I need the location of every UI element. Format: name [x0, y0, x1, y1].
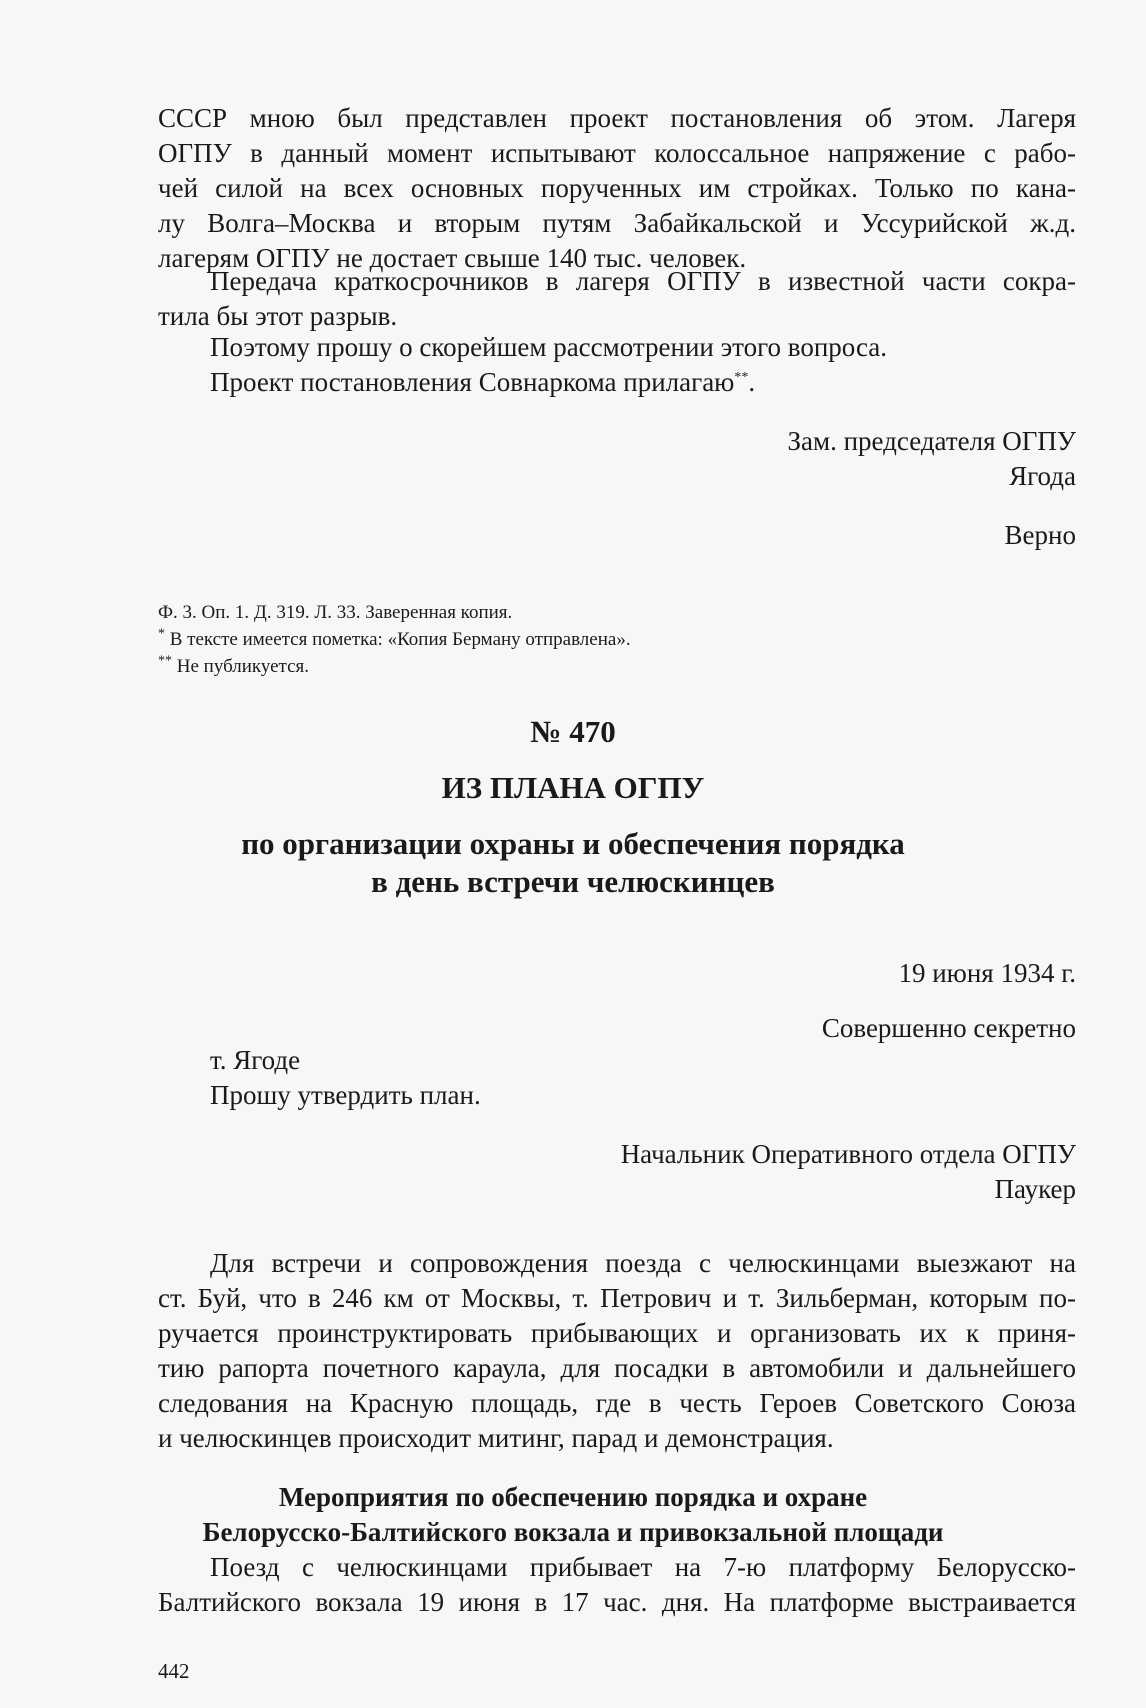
- footnote-ref-2: **: [734, 370, 749, 385]
- signature-title: Зам. председателя ОГПУ: [787, 426, 1076, 456]
- footnote-2-mark: **: [158, 653, 172, 669]
- footnote-1: [158, 627, 631, 653]
- document-date: 19 июня 1934 г.: [898, 958, 1076, 988]
- text-line: ОГПУ в данный момент испытывают колоссальное напряжение с рабо-: [158, 138, 1076, 168]
- text-line: лу Волга–Москва и вторым путям Забайкальской и Уссурийской ж.д.: [158, 208, 1076, 238]
- section-heading-2: Белорусско-Балтийского вокзала и привокзальной площади: [202, 1517, 944, 1547]
- text-line: тила бы этот разрыв.: [158, 301, 398, 331]
- footnote-2: [158, 654, 309, 680]
- text-line: следования на Красную площадь, где в честь Героев Советского Союза: [158, 1388, 1076, 1418]
- document-subtitle-2: в день встречи челюскинцев: [371, 864, 775, 899]
- paragraph-3: Поэтому прошу о скорейшем рассмотрении этого вопроса.: [210, 332, 888, 362]
- text-line: Для встречи и сопровождения поезда с челюскинцами выезжают на: [210, 1248, 1076, 1278]
- footnote-1-text: В тексте имеется пометка: «Копия Берману отправлена».: [165, 629, 631, 650]
- text-line: Поезд с челюскинцами прибывает на 7-ю платформу Белорусско-: [210, 1552, 1076, 1582]
- resolution-request: Прошу утвердить план.: [210, 1080, 481, 1110]
- signature2-name: Паукер: [994, 1174, 1076, 1204]
- text-line: Передача краткосрочников в лагеря ОГПУ в известной части сокра-: [210, 266, 1076, 296]
- text-line: чей силой на всех основных порученных им стройках. Только по кана-: [158, 173, 1076, 203]
- footnote-2-text: Не публикуется.: [172, 656, 310, 677]
- text-line: ручается проинструктировать прибывающих и организовать их к приня-: [158, 1318, 1076, 1348]
- text-line: Балтийского вокзала 19 июня в 17 час. дня. На платформе выстраивается: [158, 1587, 1076, 1617]
- paragraph-4-end: .: [748, 367, 756, 397]
- classification: Совершенно секретно: [821, 1013, 1076, 1043]
- text-line: ст. Буй, что в 246 км от Москвы, т. Петрович и т. Зильберман, которым по-: [158, 1283, 1076, 1313]
- paragraph-4-text: Проект постановления Совнаркома прилагаю: [210, 367, 735, 397]
- document-subtitle-1: по организации охраны и обеспечения порядка: [241, 826, 905, 861]
- resolution-addressee: т. Ягоде: [210, 1045, 301, 1075]
- source-note: Ф. 3. Оп. 1. Д. 319. Л. 33. Заверенная копия.: [158, 602, 513, 623]
- page-number: 442: [158, 1659, 190, 1683]
- footnote-1-mark: *: [158, 626, 165, 642]
- text-line: лагерям ОГПУ не достает свыше 140 тыс. человек.: [158, 243, 747, 273]
- verified-mark: Верно: [1004, 520, 1076, 550]
- signature2-title: Начальник Оперативного отдела ОГПУ: [620, 1139, 1076, 1169]
- paragraph-4: [210, 365, 755, 399]
- text-line: и челюскинцев происходит митинг, парад и демонстрация.: [158, 1423, 834, 1453]
- text-line: СССР мною был представлен проект постановления об этом. Лагеря: [158, 103, 1076, 133]
- signature-name: Ягода: [1009, 461, 1076, 491]
- text-line: тию рапорта почетного караула, для посадки в автомобили и дальнейшего: [158, 1353, 1076, 1383]
- document-number: № 470: [530, 714, 616, 749]
- section-heading-1: Мероприятия по обеспечению порядка и охране: [278, 1482, 868, 1512]
- document-title: ИЗ ПЛАНА ОГПУ: [441, 770, 705, 805]
